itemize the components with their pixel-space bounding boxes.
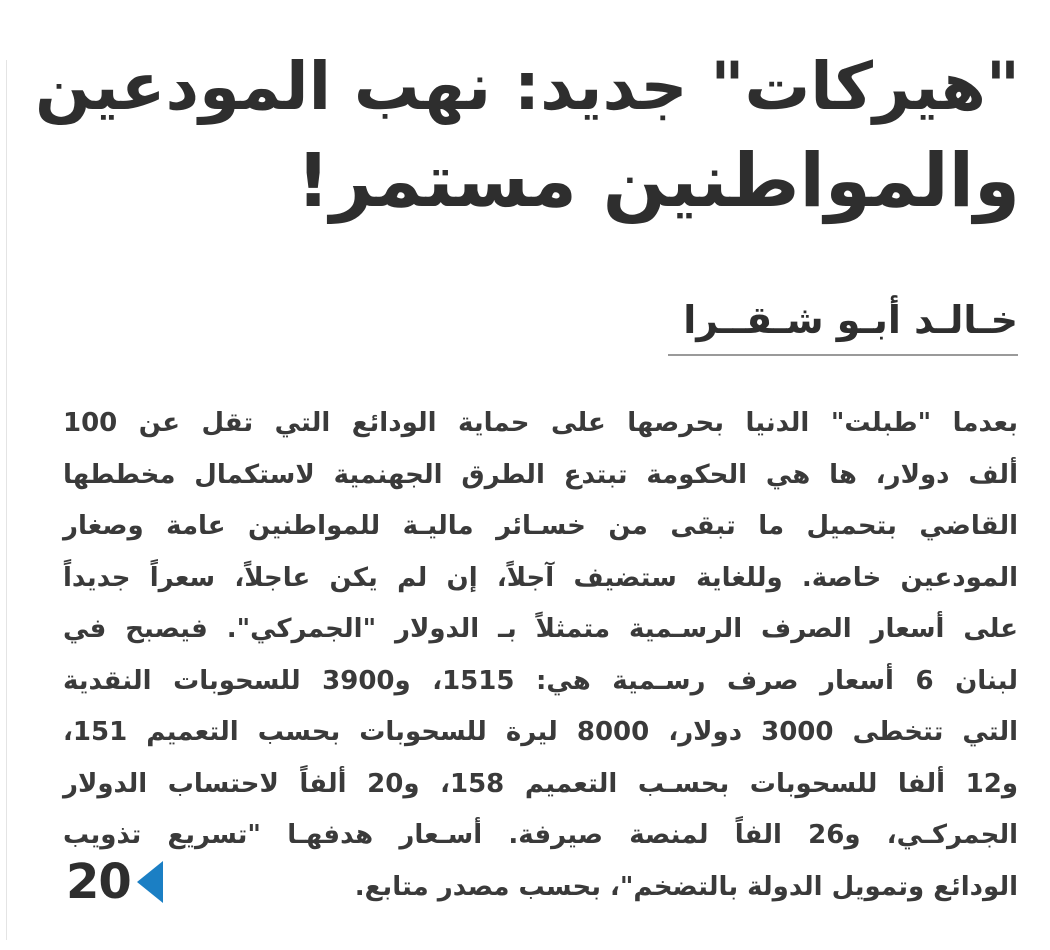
page-marker bbox=[66, 852, 163, 912]
body-line-last: الودائع وتمويل الدولة بالتضخم"، بحسب مصدر متابع. bbox=[354, 871, 1018, 902]
body-line: على أسعار الصرف الرسـمية متمثلاً بـ الدولار "الجمركي". فيصبح في bbox=[63, 614, 1018, 644]
page-number: 20 bbox=[66, 854, 131, 910]
body-line: التي تتخطى 3000 دولار، 8000 ليرة للسحوبات بحسب التعميم 151، bbox=[63, 717, 1018, 747]
author-name: خـالـد أبـو شـقــرا bbox=[683, 298, 1018, 342]
body-line: القاضي بتحميل ما تبقى من خسـائر ماليـة للمواطنين عامة وصغار bbox=[63, 511, 1018, 541]
body-line: و12 ألفا للسحوبات بحسـب التعميم 158، و20 ألفاً لاحتساب الدولار bbox=[63, 768, 1019, 799]
byline bbox=[668, 292, 1018, 356]
left-triangle-icon bbox=[137, 861, 163, 903]
body-line: الجمركـي، و26 الفاً لمنصة صيرفة. أسـعار هدفهـا "تسريع تذويب bbox=[63, 820, 1018, 850]
headline bbox=[30, 40, 1020, 228]
headline-line-2: والمواطنين مستمر! bbox=[296, 138, 1020, 224]
headline-line-1: "هيركات" جديد: نهب المودعين bbox=[35, 49, 1020, 125]
article-body bbox=[63, 398, 1018, 913]
margin-rule bbox=[6, 60, 7, 940]
body-line: ألف دولار، ها هي الحكومة تبتدع الطرق الجهنمية لاستكمال مخططها bbox=[63, 459, 1018, 490]
body-line: بعدما "طبلت" الدنيا بحرصها على حماية الودائع التي تقل عن 100 bbox=[63, 408, 1018, 438]
body-line: لبنان 6 أسعار صرف رسـمية هي: 1515، و3900 للسحوبات النقدية bbox=[63, 665, 1019, 696]
body-line: المودعين خاصة. وللغاية ستضيف آجلاً، إن لم يكن عاجلاً، سعراً جديداً bbox=[63, 562, 1018, 593]
